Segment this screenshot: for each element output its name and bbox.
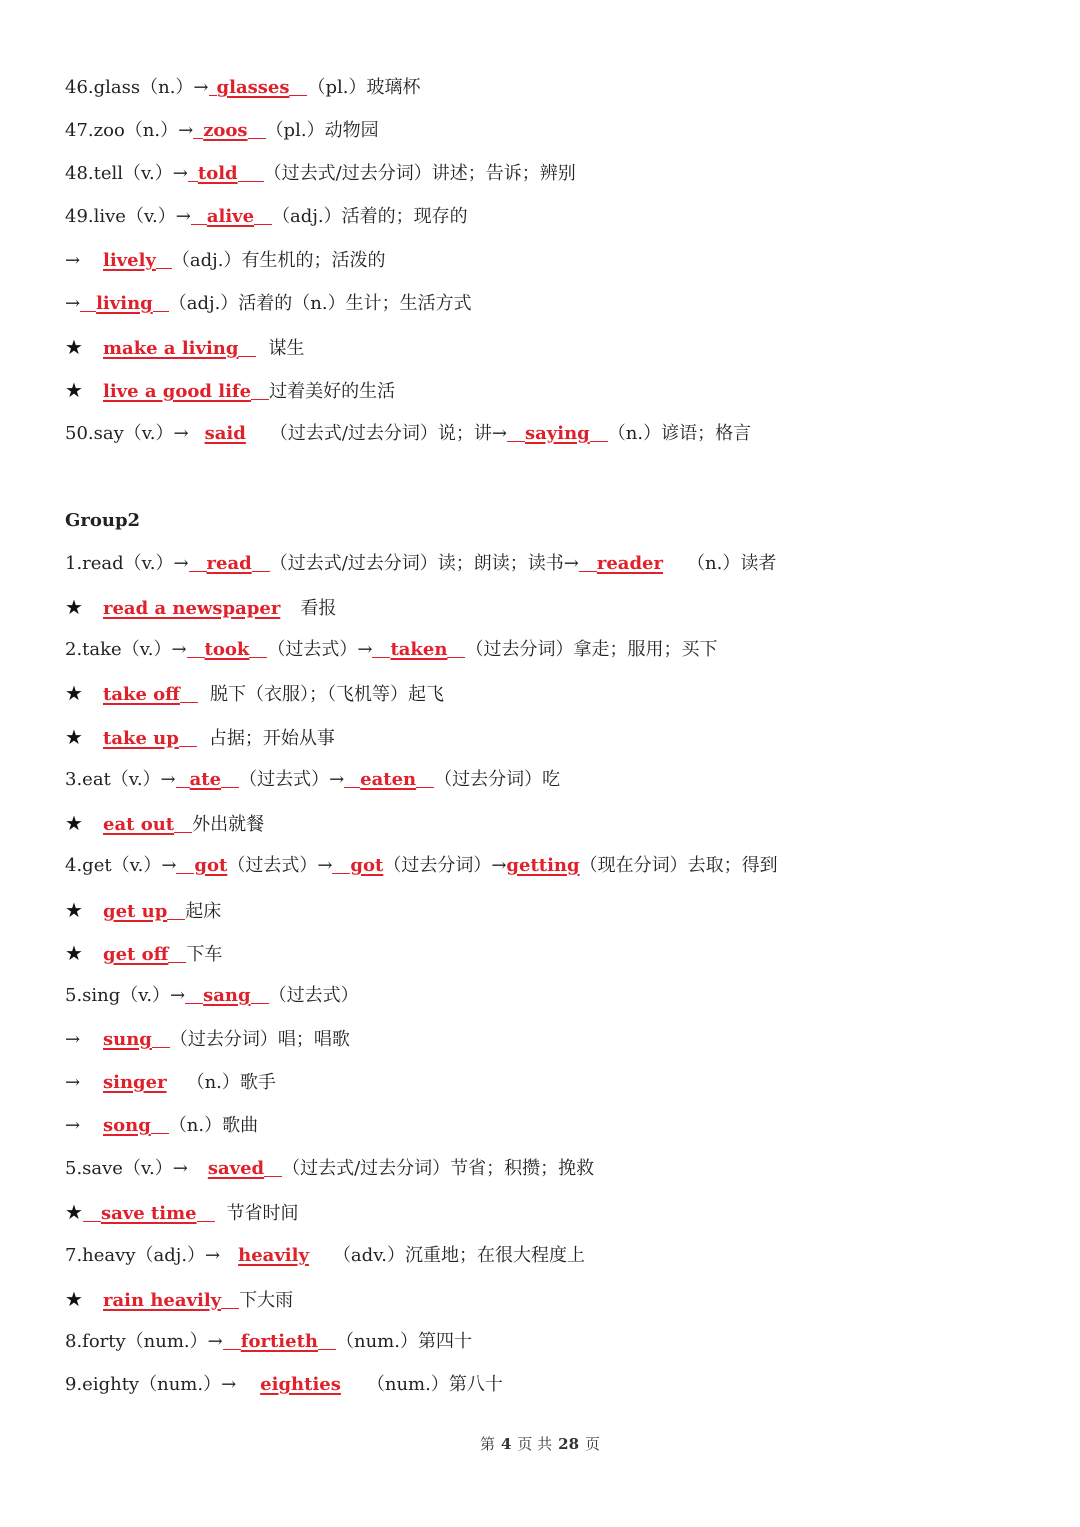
answer: live a good life [103,381,252,402]
entry-line [65,552,1040,576]
entry-gloss: 下大雨 [239,1290,294,1311]
answer: rain heavily [103,1290,222,1311]
answer: taken [390,639,448,660]
entry-gloss: （现在分词）去取；得到 [579,855,778,876]
entry-gloss: 谋生 [268,338,305,359]
entry-gloss: （过去分词）吃 [434,769,561,790]
answer: getting [506,855,580,876]
entry-line [65,292,1040,316]
phrase-line [65,681,1040,707]
answer: eaten [360,769,417,790]
phrase-line [65,725,1040,751]
entry-gloss: 外出就餐 [192,814,265,835]
answer: eighties [260,1374,341,1395]
entry-line [65,1244,1040,1268]
entry-line [65,422,1040,446]
phrase-line [65,335,1040,361]
arrow: → [65,1029,81,1050]
answer: take up [103,728,179,749]
entry-gloss: （adj.）活着的；现存的 [272,206,468,227]
star-icon: ★ [65,1200,83,1224]
entry-word: 7.heavy（adj.）→ [65,1245,221,1266]
star-icon: ★ [65,898,83,922]
entry-gloss: （pl.）玻璃杯 [307,77,421,98]
entry-line [65,984,1040,1008]
entry-gloss: （adj.）有生机的；活泼的 [171,250,386,271]
answer: told [197,163,238,184]
page-footer [0,1433,1080,1454]
answer: lively [103,250,156,271]
group-heading: Group2 [65,510,141,531]
star-icon: ★ [65,1287,83,1311]
entry-gloss: （n.）歌手 [186,1072,276,1093]
entry-word: 1.read（v.）→ [65,553,189,574]
page-number: 4 [500,1435,512,1453]
entry-gloss: 占据；开始从事 [208,728,335,749]
entry-word: 8.forty（num.）→ [65,1331,223,1352]
star-icon: ★ [65,595,83,619]
entry-word: 47.zoo（n.）→ [65,120,194,141]
entry-word: 46.glass（n.）→ [65,77,209,98]
entry-gloss: （num.）第八十 [366,1374,503,1395]
entry-line [65,205,1040,229]
entry-word: 48.tell（v.）→ [65,163,188,184]
answer: take off [103,684,180,705]
answer: got [194,855,228,876]
answer: eat out [103,814,175,835]
answer: saved [207,1158,265,1179]
arrow: → [65,293,81,314]
entry-word: 3.eat（v.）→ [65,769,176,790]
entry-gloss: （pl.）动物园 [265,120,379,141]
entry-gloss: （过去分词）→ [383,855,507,876]
entry-gloss: （过去分词）唱；唱歌 [169,1029,350,1050]
entry-gloss: （过去式） [268,985,359,1006]
answer: singer [103,1072,167,1093]
entry-line [65,1330,1040,1354]
footer-text: 页 共 [517,1435,553,1453]
entry-word: 9.eighty（num.）→ [65,1374,237,1395]
answer: reader [596,553,663,574]
answer: make a living [103,338,239,359]
entry-gloss: 节省时间 [226,1203,299,1224]
entry-gloss: （过去式）→ [239,769,345,790]
entry-gloss: （过去式/过去分词）节省；积攒；挽救 [282,1158,595,1179]
arrow: → [65,250,81,271]
entry-line [65,768,1040,792]
answer: living [96,293,153,314]
star-icon: ★ [65,378,83,402]
entry-word: 4.get（v.）→ [65,855,177,876]
entry-line [65,1373,1040,1397]
entry-line [65,1114,1040,1138]
entry-line [65,1028,1040,1052]
entry-line [65,162,1040,186]
entry-gloss: （n.）谚语；格言 [607,423,752,444]
phrase-line [65,1287,1040,1313]
entry-word: 5.save（v.）→ [65,1158,188,1179]
phrase-line [65,595,1040,621]
entry-line [65,249,1040,273]
answer: save time [100,1203,197,1224]
entry-gloss: 下车 [186,944,223,965]
phrase-line [65,811,1040,837]
entry-line [65,1157,1040,1181]
star-icon: ★ [65,941,83,965]
entry-line [65,1071,1040,1095]
answer: heavily [238,1245,309,1266]
answer: glasses [216,77,290,98]
entry-word: 50.say（v.）→ [65,423,189,444]
entry-gloss: 过着美好的生活 [269,381,396,402]
entry-gloss: （过去式/过去分词）读；朗读；读书→ [269,553,579,574]
entry-line [65,638,1040,662]
arrow: → [65,1115,81,1136]
answer: get off [103,944,169,965]
entry-gloss: 看报 [300,598,337,619]
phrase-line [65,941,1040,967]
arrow: → [65,1072,81,1093]
answer: fortieth [240,1331,318,1352]
entry-gloss: （过去分词）拿走；服用；买下 [465,639,718,660]
entry-gloss: （过去式/过去分词）讲述；告诉；辨别 [263,163,576,184]
entry-line [65,854,1040,878]
answer: took [204,639,250,660]
answer: alive [206,206,255,227]
entry-word: 2.take（v.）→ [65,639,187,660]
answer: zoos [203,120,248,141]
star-icon: ★ [65,681,83,705]
answer: ate [189,769,222,790]
star-icon: ★ [65,811,83,835]
entry-gloss: （过去式/过去分词）说；讲→ [269,423,507,444]
entry-gloss: （adv.）沉重地；在很大程度上 [332,1245,585,1266]
entry-gloss: 脱下（衣服）；（飞机等）起飞 [209,684,444,705]
answer: sung [103,1029,152,1050]
answer: read a newspaper [103,598,281,619]
entry-gloss: （过去式）→ [267,639,373,660]
answer: got [350,855,384,876]
entry-gloss: 起床 [185,901,222,922]
answer: said [204,423,246,444]
star-icon: ★ [65,725,83,749]
entry-gloss: （过去式）→ [227,855,333,876]
entry-word: 5.sing（v.）→ [65,985,186,1006]
footer-text: 页 [585,1435,601,1453]
entry-word: 49.live（v.）→ [65,206,191,227]
answer: song [103,1115,151,1136]
entry-line [65,76,1040,100]
entry-gloss: （n.）读者 [687,553,777,574]
footer-text: 第 [479,1435,495,1453]
answer: get up [103,901,168,922]
entry-gloss: （n.）歌曲 [168,1115,259,1136]
phrase-line [65,1200,1040,1226]
star-icon: ★ [65,335,83,359]
entry-line [65,119,1040,143]
answer: saying [525,423,590,444]
entry-gloss: （adj.）活着的（n.）生计；生活方式 [168,293,472,314]
entry-gloss: （num.）第四十 [336,1331,472,1352]
page-total: 28 [558,1435,580,1453]
answer: sang [203,985,251,1006]
phrase-line [65,378,1040,404]
answer: read [206,553,252,574]
phrase-line [65,898,1040,924]
